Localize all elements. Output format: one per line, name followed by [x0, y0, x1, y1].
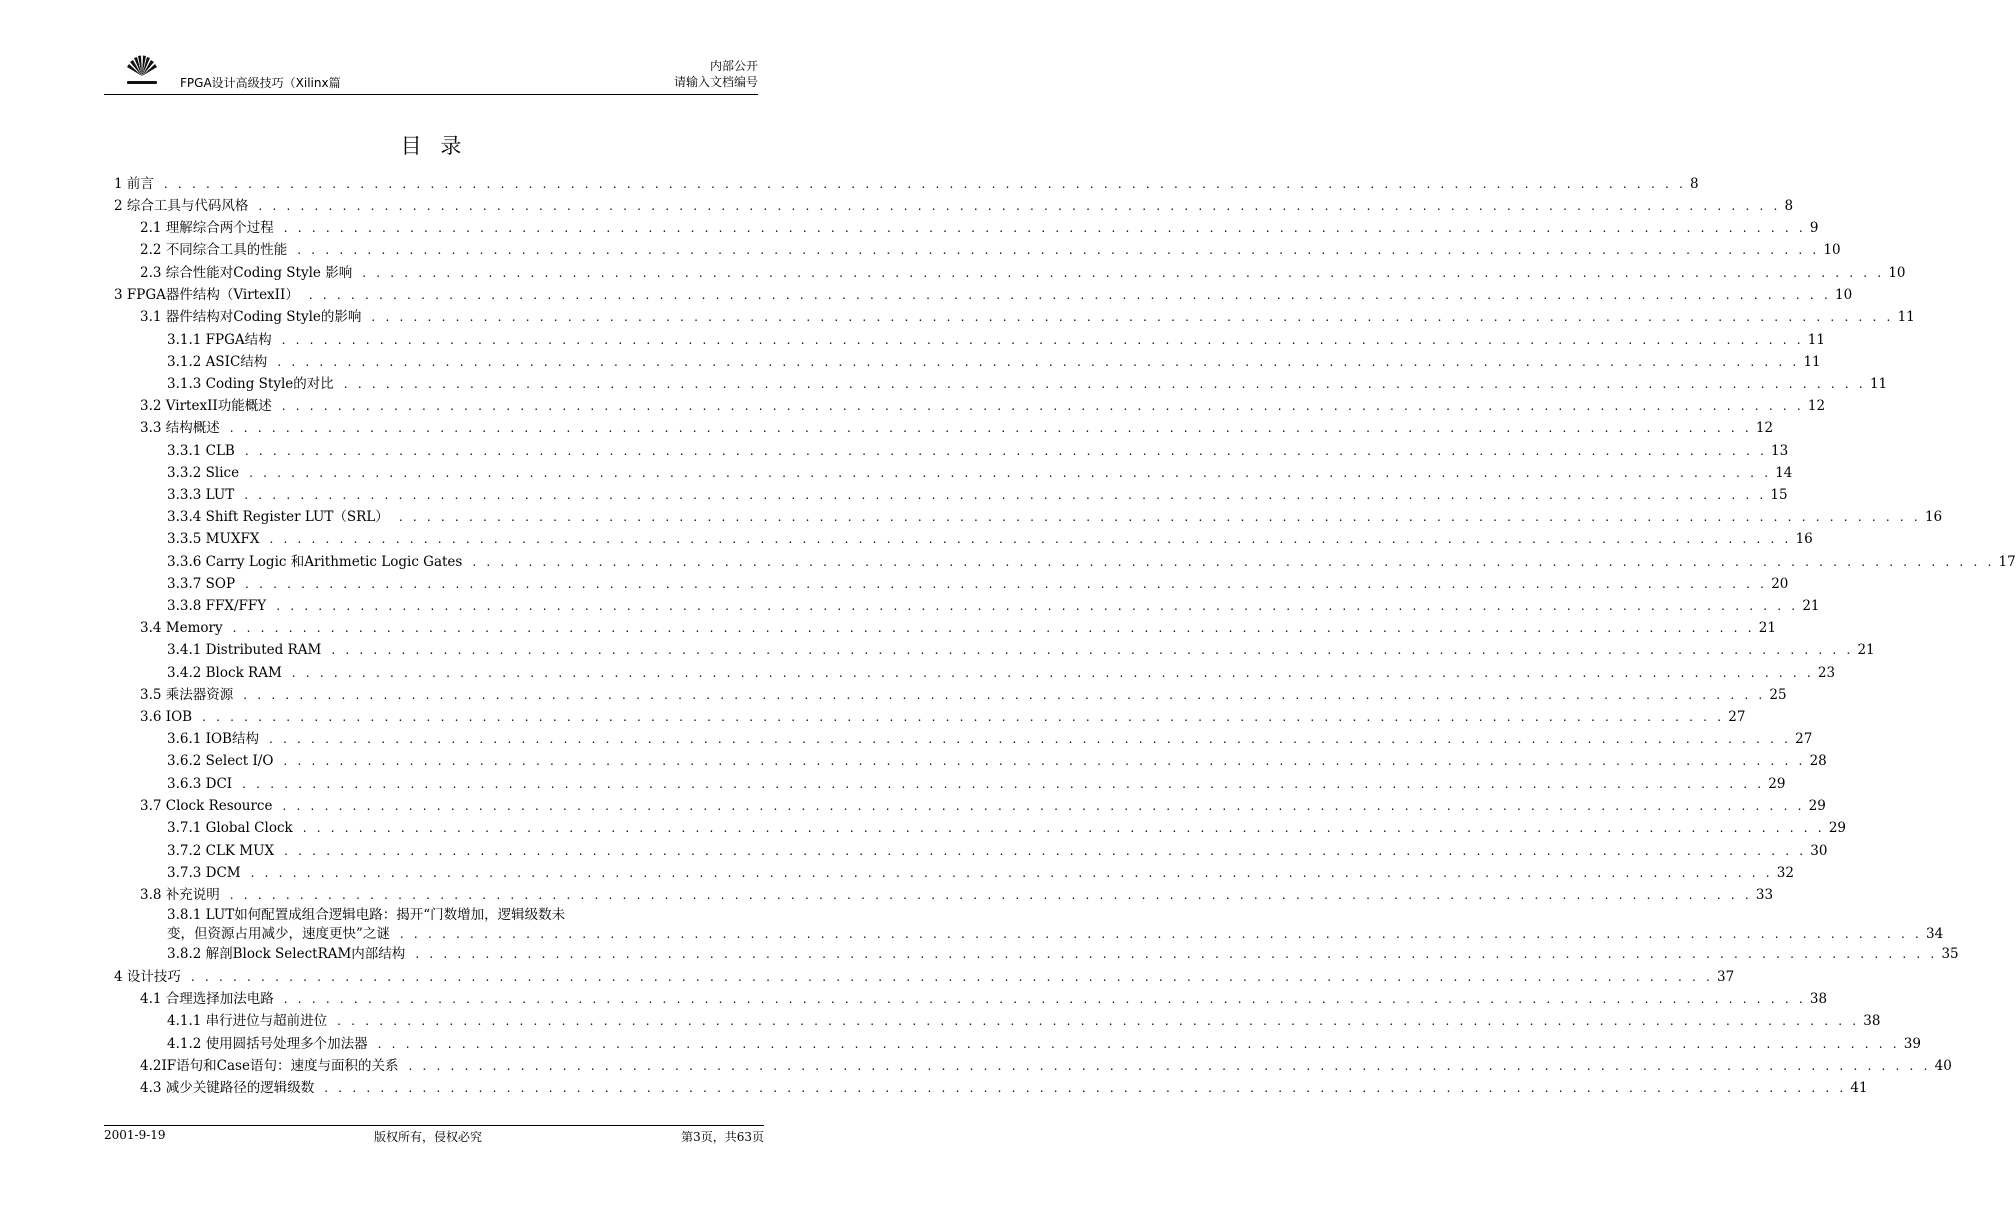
page-header	[104, 48, 758, 92]
toc-entry[interactable]	[0, 886, 1774, 904]
toc-label: 2.1 理解综合两个过程	[140, 220, 274, 236]
toc-entry[interactable]	[0, 1057, 1952, 1075]
toc-page-number: 41	[1850, 1080, 1868, 1096]
toc-entry[interactable]	[0, 990, 1828, 1008]
toc-leader-dots	[242, 775, 1764, 793]
toc-label: 4.3 减少关键路径的逻辑级数	[140, 1080, 315, 1096]
toc-page-number: 9	[1809, 220, 1819, 236]
toc-page-number: 30	[1810, 843, 1828, 859]
toc-page-number: 21	[1802, 598, 1820, 614]
toc-page-number: 39	[1903, 1036, 1921, 1052]
toc-page-number: 27	[1795, 731, 1813, 747]
toc-page-number: 12	[1755, 420, 1774, 436]
toc-entry[interactable]	[0, 308, 1915, 326]
footer-copyright: 版权所有，侵权必究	[374, 1130, 483, 1144]
footer-page-info: 第3页，共63页	[681, 1130, 764, 1144]
toc-page-number: 32	[1776, 865, 1794, 881]
toc-page-number: 29	[1828, 820, 1847, 836]
toc-label: 3.6 IOB	[140, 709, 193, 725]
toc-page-number: 11	[1869, 376, 1888, 392]
toc-leader-dots	[378, 1035, 1900, 1053]
toc-label: 3.3.3 LUT	[167, 487, 235, 503]
toc-label: 3.6.3 DCI	[167, 776, 233, 792]
toc-entry[interactable]	[0, 864, 1794, 882]
toc-leader-dots	[292, 664, 1814, 682]
toc-page-number: 21	[1758, 620, 1776, 636]
toc-label: 3.1 器件结构对Coding Style的影响	[140, 309, 362, 325]
toc-label: 3.6.2 Select I/O	[167, 753, 274, 769]
toc-label: 3.4.2 Block RAM	[167, 665, 282, 681]
toc-label: 3.1.3 Coding Style的对比	[167, 376, 334, 392]
toc-leader-dots	[283, 752, 1805, 770]
document-number: 请输入文档编号	[673, 75, 758, 89]
toc-page-number: 29	[1808, 798, 1826, 814]
toc-page-number: 25	[1769, 687, 1787, 703]
toc-entry[interactable]	[0, 419, 1774, 437]
toc-leader-dots	[245, 442, 1767, 460]
toc-entry[interactable]	[0, 797, 1826, 815]
toc-entry[interactable]	[0, 641, 1875, 659]
toc-label-line1[interactable]: 3.8.1 LUT如何配置成组合逻辑电路：揭开“门数增加，逻辑级数未	[167, 907, 566, 923]
toc-page-number: 20	[1771, 576, 1789, 592]
toc-label: 3.3.6 Carry Logic 和Arithmetic Logic Gates	[167, 554, 463, 570]
toc-page-number: 15	[1770, 487, 1788, 503]
toc-label: 3.1.2 ASIC结构	[167, 354, 268, 370]
toc-page-number: 37	[1717, 969, 1735, 985]
toc-leader-dots	[337, 1012, 1859, 1030]
toc-label: 3.3.2 Slice	[167, 465, 240, 481]
toc-entry[interactable]	[0, 1035, 1921, 1053]
toc-entry[interactable]	[0, 553, 2016, 571]
toc-entry[interactable]	[0, 464, 1793, 482]
toc-label: 3.4 Memory	[140, 620, 223, 636]
toc-label: 3.7.1 Global Clock	[167, 820, 293, 836]
toc-page-number: 11	[1897, 309, 1915, 325]
toc-leader-dots	[244, 486, 1766, 504]
toc-page-number: 16	[1924, 509, 1943, 525]
toc-leader-dots	[362, 264, 1884, 282]
toc-entry[interactable]	[0, 397, 1826, 415]
toc-label: 3.3.5 MUXFX	[167, 531, 260, 547]
toc-leader-dots	[230, 886, 1752, 904]
toc-page-number: 10	[1823, 242, 1841, 258]
toc-label: 4.1.2 使用圆括号处理多个加法器	[167, 1036, 368, 1052]
toc-entry[interactable]	[0, 1079, 1868, 1097]
toc-page-number: 12	[1807, 398, 1826, 414]
toc-leader-dots	[399, 508, 1921, 526]
toc-entry[interactable]	[0, 925, 1944, 943]
toc-page-number: 10	[1834, 287, 1853, 303]
toc-label: 3.8 补充说明	[140, 887, 220, 903]
toc-page-number: 35	[1941, 946, 1959, 962]
toc-entry[interactable]	[0, 686, 1787, 704]
toc-leader-dots	[324, 1079, 1846, 1097]
toc-label: 3.1.1 FPGA结构	[167, 332, 272, 348]
toc-entry[interactable]	[0, 442, 1789, 460]
toc-entry[interactable]	[0, 945, 1959, 963]
toc-entry[interactable]	[0, 175, 1699, 193]
toc-label: 3.2 VirtexII功能概述	[140, 398, 272, 414]
toc-page-number: 10	[1888, 265, 1906, 281]
toc-leader-dots	[331, 641, 1853, 659]
toc-entry[interactable]	[0, 197, 1794, 215]
toc-page-number: 11	[1807, 332, 1825, 348]
header-right	[674, 58, 758, 90]
toc-label: 3.8.2 解剖Block SelectRAM内部结构	[167, 946, 406, 962]
huawei-logo-icon	[124, 54, 160, 88]
toc-entry[interactable]	[0, 664, 1836, 682]
toc-entry[interactable]	[0, 508, 1943, 526]
toc-page-number: 21	[1857, 642, 1875, 658]
toc-leader-dots	[284, 219, 1806, 237]
toc-page-number: 17	[1998, 554, 2016, 570]
toc-entry[interactable]	[0, 264, 1906, 282]
toc-label: 3.3.1 CLB	[167, 443, 235, 459]
toc-entry[interactable]	[0, 331, 1825, 349]
toc-entry[interactable]	[0, 1012, 1881, 1030]
toc-leader-dots	[243, 686, 1765, 704]
toc-entry[interactable]	[0, 575, 1789, 593]
toc-page-number: 27	[1728, 709, 1746, 725]
toc-leader-dots	[408, 1057, 1930, 1075]
toc-leader-dots	[297, 241, 1819, 259]
toc-leader-dots	[309, 286, 1831, 304]
toc-entry[interactable]	[0, 597, 1820, 615]
toc-page-number: 34	[1926, 926, 1944, 942]
document-name: FPGA设计高级技巧（Xilinx篇	[180, 76, 341, 90]
toc-page-number: 40	[1934, 1058, 1952, 1074]
toc-entry[interactable]	[0, 775, 1786, 793]
toc-label: 3.5 乘法器资源	[140, 687, 234, 703]
toc-page-number: 28	[1809, 753, 1827, 769]
toc-page-number: 16	[1795, 531, 1813, 547]
toc-leader-dots	[249, 464, 1771, 482]
toc-leader-dots	[276, 597, 1798, 615]
page-title: 目 录	[400, 134, 468, 158]
toc-page-number: 14	[1775, 465, 1793, 481]
toc-leader-dots	[233, 619, 1755, 637]
toc-label: 3.3.8 FFX/FFY	[167, 598, 267, 614]
toc-label: 3.4.1 Distributed RAM	[167, 642, 322, 658]
toc-entry[interactable]	[0, 968, 1735, 986]
toc-label: 3.6.1 IOB结构	[167, 731, 259, 747]
toc-page-number: 13	[1771, 443, 1789, 459]
footer-date: 2001-9-19	[104, 1128, 166, 1142]
toc-page-number: 23	[1817, 665, 1836, 681]
toc-entry[interactable]	[0, 530, 1813, 548]
toc-leader-dots	[415, 945, 1937, 963]
toc-label: 3.3.7 SOP	[167, 576, 236, 592]
toc-entry[interactable]	[0, 752, 1827, 770]
toc-label: 3.3 结构概述	[140, 420, 220, 436]
toc-entry[interactable]	[0, 730, 1813, 748]
toc-label: 2.3 综合性能对Coding Style 影响	[140, 265, 353, 281]
toc-leader-dots	[344, 375, 1866, 393]
toc-label: 3 FPGA器件结构（VirtexII）	[114, 287, 299, 303]
toc-leader-dots	[371, 308, 1893, 326]
toc-page-number: 11	[1803, 354, 1821, 370]
toc-page-number: 29	[1768, 776, 1786, 792]
toc-label: 4.2IF语句和Case语句：速度与面积的关系	[140, 1058, 399, 1074]
toc-page-number: 38	[1809, 991, 1828, 1007]
toc-label: 4 设计技巧	[114, 969, 181, 985]
toc-entry[interactable]	[0, 353, 1821, 371]
toc-page-number: 8	[1690, 176, 1699, 192]
toc-label: 2.2 不同综合工具的性能	[140, 242, 288, 258]
header-rule	[104, 94, 758, 95]
toc-label: 1 前言	[114, 176, 154, 192]
toc-leader-dots	[258, 197, 1780, 215]
toc-page-number: 33	[1755, 887, 1774, 903]
toc-leader-dots	[284, 842, 1806, 860]
toc-leader-dots	[284, 990, 1806, 1008]
toc-label: 变，但资源占用减少，速度更快”之谜	[167, 926, 390, 942]
toc-leader-dots	[282, 397, 1804, 415]
toc-label: 3.7.3 DCM	[167, 865, 241, 881]
toc-entry[interactable]	[0, 708, 1746, 726]
toc-leader-dots	[269, 730, 1791, 748]
toc-leader-dots	[191, 968, 1713, 986]
toc-leader-dots	[400, 925, 1922, 943]
footer-rule	[104, 1125, 764, 1126]
toc-entry[interactable]	[0, 241, 1841, 259]
toc-label: 4.1.1 串行进位与超前进位	[167, 1013, 328, 1029]
toc-page-number: 38	[1863, 1013, 1881, 1029]
toc-entry[interactable]	[0, 842, 1828, 860]
toc-leader-dots	[303, 819, 1825, 837]
toc-entry[interactable]	[0, 819, 1847, 837]
toc-leader-dots	[472, 553, 1994, 571]
toc-leader-dots	[164, 175, 1686, 193]
toc-label: 4.1 合理选择加法电路	[140, 991, 274, 1007]
toc-leader-dots	[202, 708, 1724, 726]
toc-label: 3.3.4 Shift Register LUT（SRL）	[167, 509, 389, 525]
toc-entry[interactable]	[0, 619, 1776, 637]
toc-page-number: 8	[1784, 198, 1794, 214]
toc-label: 3.7.2 CLK MUX	[167, 843, 275, 859]
toc-entry[interactable]	[0, 375, 1888, 393]
toc-leader-dots	[251, 864, 1773, 882]
toc-leader-dots	[277, 353, 1799, 371]
toc-leader-dots	[245, 575, 1767, 593]
toc-leader-dots	[230, 419, 1752, 437]
classification-label: 内部公开	[709, 59, 758, 73]
toc-leader-dots	[282, 331, 1804, 349]
toc-leader-dots	[282, 797, 1804, 815]
toc-entry[interactable]	[0, 486, 1788, 504]
toc-entry[interactable]	[0, 286, 1853, 304]
toc-entry[interactable]	[0, 219, 1819, 237]
toc-label: 2 综合工具与代码风格	[114, 198, 249, 214]
toc-label: 3.7 Clock Resource	[140, 798, 273, 814]
toc-leader-dots	[269, 530, 1791, 548]
